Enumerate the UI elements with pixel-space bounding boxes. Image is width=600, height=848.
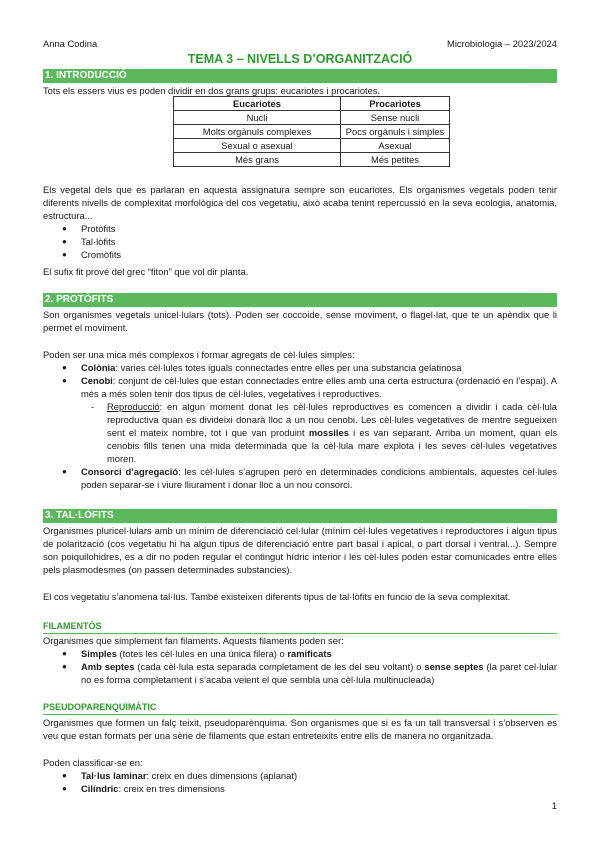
definition: : creix en dues dimensions (aplanat) — [146, 770, 298, 781]
table-cell: Sexual o asexual — [174, 139, 341, 153]
table-header: Eucariotes — [174, 97, 341, 111]
intro-text: Tots els essers vius es poden dividir en dos grans grups: eucariotes i procariotes. — [43, 85, 381, 96]
filament-types-list — [43, 647, 557, 686]
list-item-reproduccio — [43, 400, 557, 465]
section-heading-intro: 1. INTRODUCCIÓ — [43, 69, 557, 83]
pseudo-p2: Poden classificar-se en: — [43, 757, 143, 768]
definition: : varies cèl·lules totes iguals connectades entre elles per una substancia gelatinosa — [115, 362, 462, 373]
term: mossiles — [308, 427, 349, 438]
table-cell: Més petites — [341, 153, 450, 167]
list-item-consorci — [43, 465, 557, 491]
term: Colònia — [81, 362, 116, 373]
term: Cenobi — [81, 375, 113, 386]
table-cell: Nucli — [174, 111, 341, 125]
list-item-cilindric — [43, 782, 557, 795]
list-item-simples — [43, 647, 557, 660]
section-heading-protofits: 2. PROTÒFITS — [43, 293, 557, 307]
definition: (la paret cel·lular no es forma completament i s’acaba veient el que sembla una cèl·lula multinucleada) — [81, 661, 557, 685]
definition: (cada cèl·lula esta separada completament de les del seu voltant) o — [134, 661, 425, 672]
protofits-p2: Poden ser una mica més complexos i formar agregats de cèl·lules simples: — [43, 349, 355, 360]
protofits-p1: Son organismes vegetals unicel·lulars (tots). Poden ser coccoide, sense moviment, o flagel·lat, que te un apèndix que li permet el moviment. — [43, 309, 557, 333]
definition: : creix en tres dimensions — [118, 783, 225, 794]
definition: : conjunt de cèl·lules que estan connectades entre elles amb una certa estructura (ordenació en l’espai). A més a més solen tenir dos tipus de cèl·lules, vegetatives i reproductives. — [81, 375, 557, 399]
section-heading-talofits: 3. TAL·LÒFITS — [43, 509, 557, 523]
pseudo-types-list — [43, 769, 557, 795]
term: Tal·lus laminar — [81, 770, 147, 781]
filamentos-intro: Organismes que simplement fan filaments. Aquests filaments poden ser: — [43, 635, 344, 646]
aggregates-list — [43, 361, 557, 491]
term: sense septes — [424, 661, 484, 672]
term: ramificats — [287, 648, 332, 659]
list-item: ● Protòfits — [43, 222, 557, 235]
table-cell: Sense nucli — [341, 111, 450, 125]
author: Anna Codina — [43, 38, 98, 49]
subheading-pseudoparenquimatic: PSEUDOPARENQUIMÀTIC — [43, 702, 557, 715]
page-number: 1 — [551, 800, 557, 811]
list-item: ● Tal·lòfits — [43, 235, 557, 248]
talofits-p2: El cos vegetatiu s’anomena tal·lus. També existeixen diferents tipus de tal·lòfits en funcio de la seva complexitat. — [43, 591, 511, 602]
definition: : en algun moment donat les cèl·lules reproductives es comencen a dividir i cada cèl·lula reproductiva quan es divideixi donarà lloc a un nou cenobi. Les cèl·lules vegetatives de mentre segueixen sent el mateix nombre, tot i que van produint — [107, 401, 557, 438]
list-item: ● Cromòfits — [43, 248, 557, 261]
subheading-filamentos: FILAMENTÓS — [43, 621, 557, 634]
list-item-colonia — [43, 361, 557, 374]
definition: i es van separant. Arriba un moment, quan els cenobis fills tenen una mida determinada que la cèl·lula mare explota i les seves cèl·lules vegetatives moren. — [107, 427, 558, 464]
talofits-p1: Organismes pluricel·lulars amb un mínim de diferenciació cel·lular (mínim cèl·lules vegetatives i reproductores i algun tipus de polarització (cos vegetatiu hi ha algun tipus de diferenciació entre part basal i apical, o part dorsal i ventral...). Sempre son poiquilohidres, es a dir no poden regular el contingut hídric interior i les cèl·lules poden estar comunicades entre elles pels plasmodesmes (on passen determinades substancies). — [43, 525, 557, 575]
eukaryote-prokaryote-table — [173, 96, 450, 167]
list-item-laminar — [43, 769, 557, 782]
suffix-note: El sufix fit prové del grec “fiton” que vol dir planta. — [43, 266, 249, 277]
definition: : les cèl·lules s’agrupen però en determinades condicions ambientals, aquestes cèl·lules poden separar-se i viure lliurament i donar lloc a un nou consorci. — [81, 466, 557, 490]
table-header: Procariotes — [341, 97, 450, 111]
term: Cilíndric — [81, 783, 119, 794]
definition: (totes les cèl·lules en una única filera) o — [116, 648, 288, 659]
list-item-cenobi — [43, 374, 557, 400]
table-cell: Pocs orgànuls i simples — [341, 125, 450, 139]
list-item-septes — [43, 660, 557, 686]
term: Simples — [81, 648, 117, 659]
doc-title: TEMA 3 – NIVELLS D’ORGANITZACIÓ — [187, 52, 413, 66]
page-header — [43, 38, 557, 49]
term: Amb septes — [81, 661, 135, 672]
vegetal-paragraph: Els vegetal dels que es parlaran en aquesta assignatura sempre son eucariotes. Els organismes vegetals poden tenir diferents nivells de complexitat morfològica del cos vegetatiu, això acaba tenint repercussió en la seva ecologia, anatomia, estructura... — [43, 184, 557, 221]
table-cell: Més grans — [174, 153, 341, 167]
pseudo-p1: Organismes que formen un falç teixit, pseudoparènquima. Son organismes que si es fa un tall transversal i s’observen es veu que estan formats per una sèrie de filaments que estan entreteixits entre ells de manera no organitzada. — [43, 717, 557, 741]
levels-list — [43, 222, 557, 261]
term: Reproducció — [107, 401, 160, 412]
table-cell: Asexual — [341, 139, 450, 153]
table-cell: Molts orgànuls complexes — [174, 125, 341, 139]
course: Microbiologia – 2023/2024 — [447, 38, 557, 49]
term: Consorci d’agregació — [81, 466, 179, 477]
